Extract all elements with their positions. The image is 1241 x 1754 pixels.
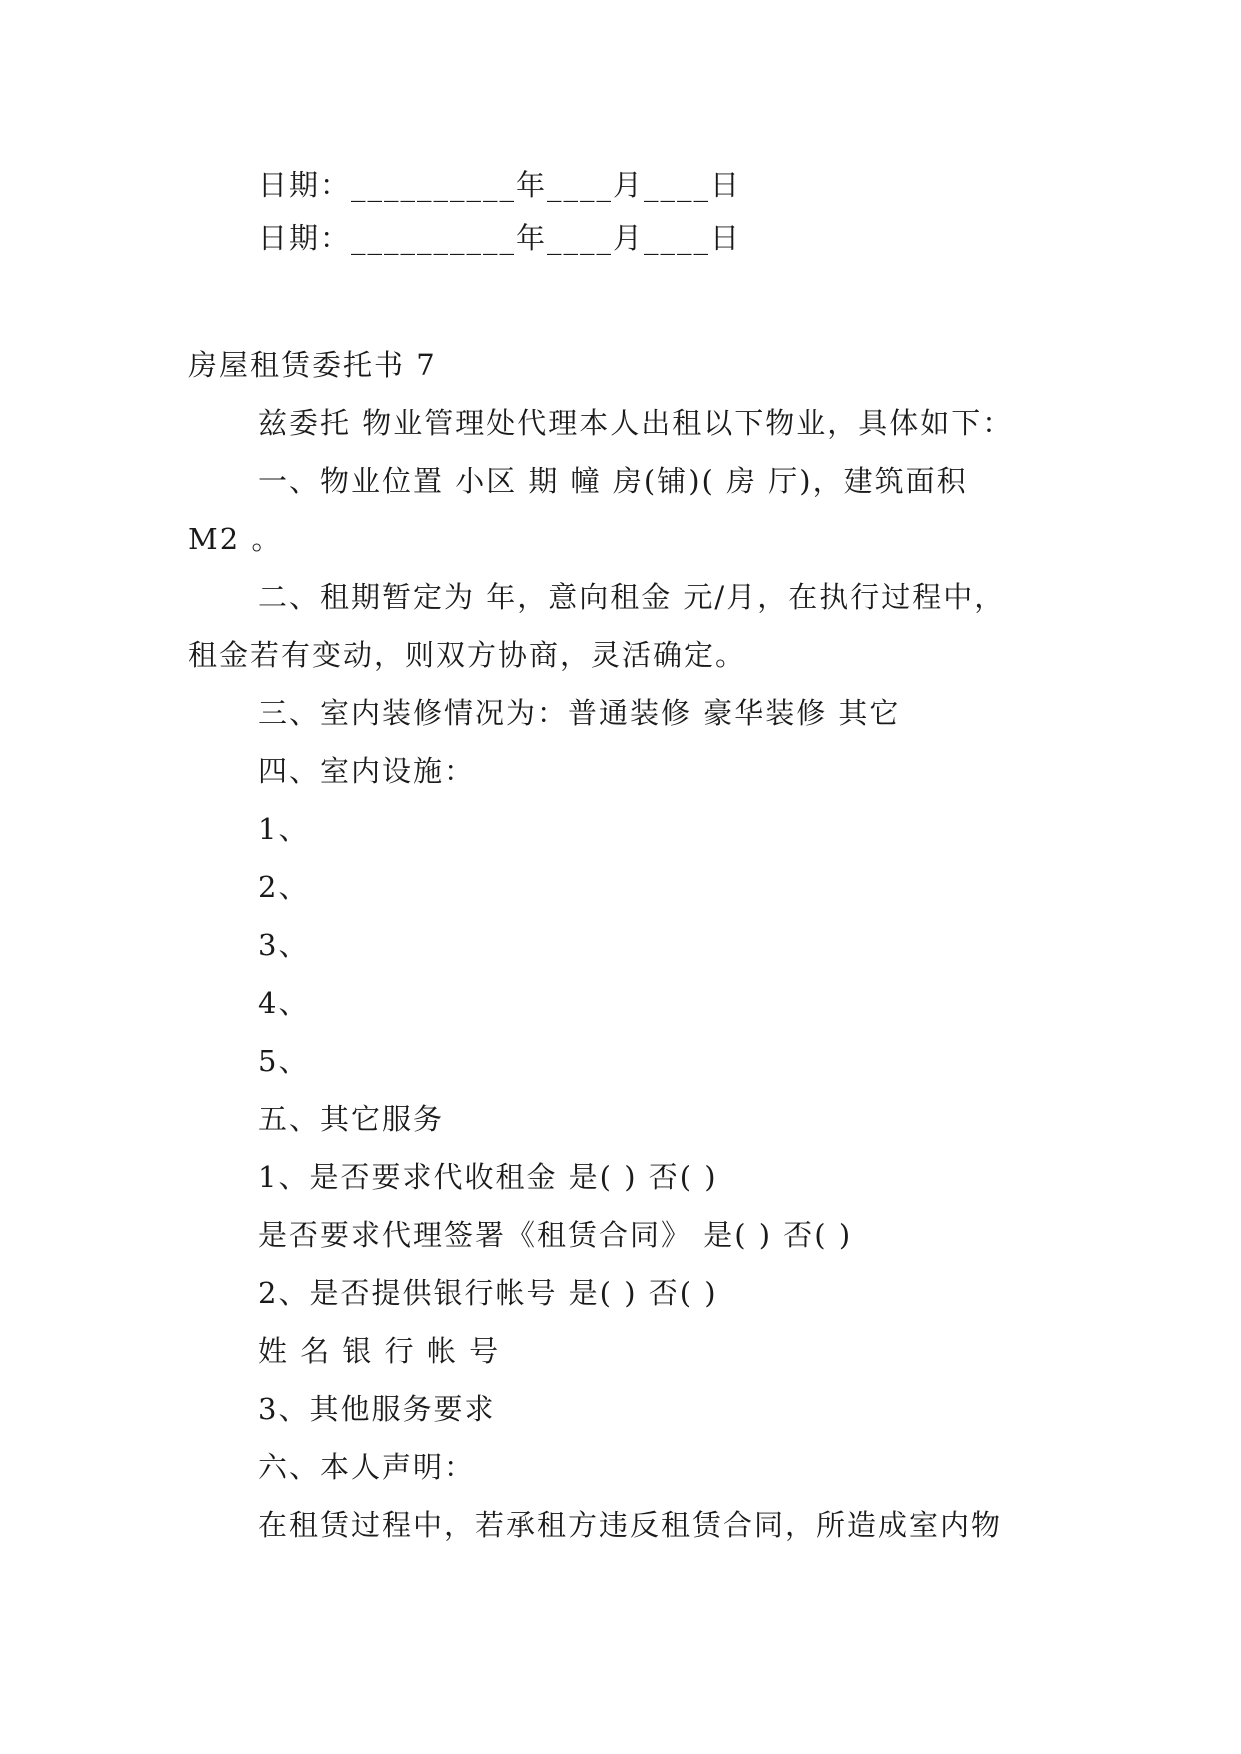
section-title: 房屋租赁委托书 7 <box>188 348 437 382</box>
paragraph-item-3: 三、室内装修情况为：普通装修 豪华装修 其它 <box>258 696 901 730</box>
date-line-2: 日期：__________年____月____日 <box>258 221 742 255</box>
list-item: 1、 <box>258 812 310 846</box>
list-item: 3、 <box>258 928 310 962</box>
paragraph-item-2: 二、租期暂定为 年，意向租金 元/月，在执行过程中， <box>258 580 1006 614</box>
paragraph-item-1: 一、物业位置 小区 期 幢 房(铺)( 房 厅)，建筑面积 <box>258 464 968 498</box>
paragraph-item-1-cont: M2 。 <box>188 522 283 556</box>
service-rent-collection: 1、是否要求代收租金 是( ) 否( ) <box>258 1160 718 1194</box>
declaration-text: 在租赁过程中，若承租方违反租赁合同，所造成室内物 <box>258 1508 1003 1542</box>
list-item: 5、 <box>258 1044 310 1078</box>
list-item: 2、 <box>258 870 310 904</box>
paragraph-item-5: 五、其它服务 <box>258 1102 445 1136</box>
paragraph-intro: 兹委托 物业管理处代理本人出租以下物业，具体如下： <box>258 406 1014 440</box>
date-line-1: 日期：__________年____月____日 <box>258 168 742 202</box>
paragraph-item-2-cont: 租金若有变动，则双方协商，灵活确定。 <box>188 638 747 672</box>
service-other: 3、其他服务要求 <box>258 1392 496 1426</box>
bank-account-fields: 姓 名 银 行 帐 号 <box>258 1334 501 1368</box>
service-contract-signing: 是否要求代理签署《租赁合同》 是( ) 否( ) <box>258 1218 853 1252</box>
list-item: 4、 <box>258 986 310 1020</box>
paragraph-item-4: 四、室内设施： <box>258 754 476 788</box>
paragraph-item-6: 六、本人声明： <box>258 1450 476 1484</box>
service-bank-account: 2、是否提供银行帐号 是( ) 否( ) <box>258 1276 718 1310</box>
